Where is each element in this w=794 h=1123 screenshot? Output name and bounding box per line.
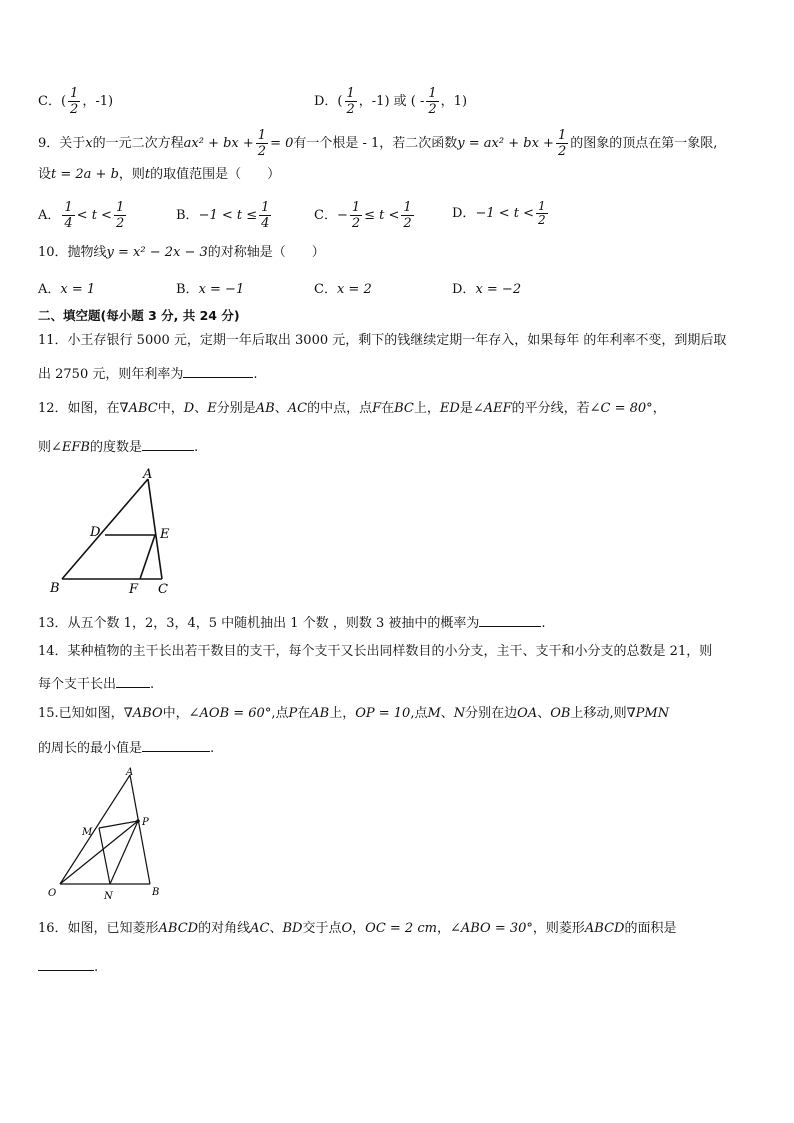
q9-stem-line2: 设t = 2a + b，则t的取值范围是（ ） <box>38 167 281 182</box>
q9-option-a: A． $\frac{1}{4}$ < t < $\frac{1}{2}$ <box>38 200 125 231</box>
label-n: N <box>104 891 113 902</box>
label-b: B <box>152 887 160 898</box>
answer-blank[interactable] <box>142 436 194 451</box>
fraction: $\frac{1}{2}$ <box>557 128 567 159</box>
fraction: $\frac{1}{2}$ <box>115 200 125 231</box>
label-o: O <box>48 888 57 899</box>
label-f: F <box>129 582 139 597</box>
fraction: $\frac{1}{2}$ <box>346 86 355 117</box>
q9-option-d: D．−1 < t < $\frac{1}{2}$ <box>452 199 546 227</box>
fraction: $\frac{1}{2}$ <box>257 128 267 159</box>
q11-line2: 出 2750 元，则年利率为 . <box>38 363 258 385</box>
fraction: $\frac{1}{2}$ <box>428 86 437 117</box>
label-b: B <box>50 581 60 596</box>
q8-option-d: D．( $\frac{1}{2}$ ，-1) 或 ( - $\frac{1}{2}$ ，1) <box>314 86 468 117</box>
label-e: E <box>160 527 170 542</box>
q10-stem: 10．抛物线y = x² − 2x − 3的对称轴是（ ） <box>38 245 325 260</box>
q13-stem: 13．从五个数 1，2，3，4，5 中随机抽出 1 个数 ，则数 3 被抽中的概率为 . <box>38 612 546 634</box>
fraction: $\frac{1}{2}$ <box>351 200 361 231</box>
q12-stem: 12．如图，在∇ABC中，D、E分别是AB、AC的中点，点F在BC上，ED是∠AEF的平分线，若∠C = 80°， <box>38 401 666 416</box>
q15-stem: 15.已知如图，∇ABO中，∠AOB = 60°,点P在AB上，OP = 10,点M、N分别在边OA、OB上移动,则∇PMN <box>38 706 670 721</box>
label-m: M <box>82 827 93 838</box>
fraction: $\frac{1}{4}$ <box>64 200 73 231</box>
q10-option-d: D．x = −2 <box>452 282 522 297</box>
q9-option-c: C．− $\frac{1}{2}$ ≤ t < $\frac{1}{2}$ <box>314 200 412 231</box>
q8-option-c: C．( $\frac{1}{2}$ ，-1) <box>38 86 114 117</box>
q10-option-c: C．x = 2 <box>314 282 372 297</box>
label-a: A <box>126 767 134 778</box>
q12-triangle-figure <box>40 465 190 600</box>
label-d: D <box>90 525 101 540</box>
answer-blank[interactable] <box>479 612 541 627</box>
fraction: $\frac{1}{2}$ <box>70 86 79 117</box>
answer-blank[interactable] <box>183 363 253 378</box>
fraction: $\frac{1}{4}$ <box>261 200 270 231</box>
q14-line2: 每个支干长出 . <box>38 673 154 695</box>
label-a: A <box>143 467 153 482</box>
q10-option-a: A．x = 1 <box>38 282 96 297</box>
q16-line2: . <box>38 956 98 978</box>
answer-blank[interactable] <box>142 737 210 752</box>
q9-option-b: B．−1 < t ≤ $\frac{1}{4}$ <box>176 200 270 231</box>
fraction: $\frac{1}{2}$ <box>538 199 546 227</box>
label-c: C <box>158 582 168 597</box>
section-heading: 二、填空题(每小题 3 分, 共 24 分) <box>38 308 240 323</box>
answer-blank[interactable] <box>116 673 150 688</box>
q15-line2: 的周长的最小值是 . <box>38 737 214 759</box>
q9-stem: 9．关于x的一元二次方程ax² + bx + $\frac{1}{2}$ = 0有一个根是 - 1，若二次函数y = ax² + bx + $\frac{1}{2}$ 的图象的顶点在第一象限, <box>38 128 718 159</box>
q14-line1: 14．某种植物的主干长出若干数目的支干，每个支干又长出同样数目的小分支，主干、支干和小分支的总数是 21，则 <box>38 644 713 659</box>
label-p: P <box>142 817 149 828</box>
q10-option-b: B．x = −1 <box>176 282 245 297</box>
answer-blank[interactable] <box>38 956 94 971</box>
q12-line2: 则∠EFB的度数是 . <box>38 436 198 458</box>
fraction: $\frac{1}{2}$ <box>403 200 412 231</box>
q16-stem: 16．如图，已知菱形ABCD的对角线AC、BD交于点O，OC = 2 cm，∠ABO = 30°，则菱形ABCD的面积是 <box>38 921 677 936</box>
q11-line1: 11．小王存银行 5000 元，定期一年后取出 3000 元，剩下的钱继续定期一年存入，如果每年 的年利率不变，到期后取 <box>38 333 727 348</box>
q15-triangle-figure <box>42 765 172 905</box>
